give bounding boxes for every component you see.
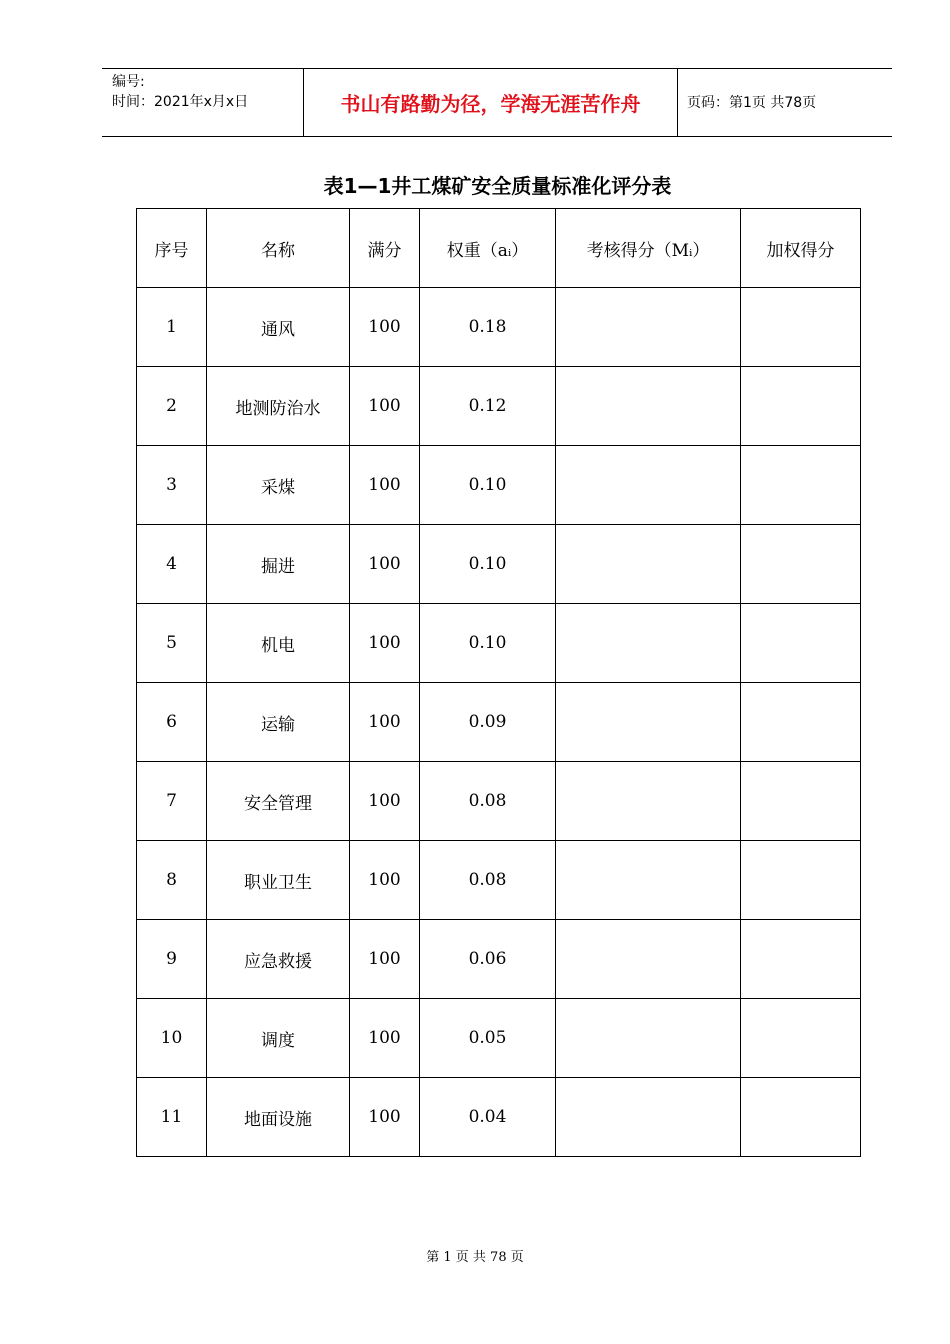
row-name: 掘进 <box>207 525 350 604</box>
table-row <box>137 1078 861 1157</box>
row-index: 1 <box>137 288 207 367</box>
row-full-score: 100 <box>350 288 420 367</box>
scoring-table <box>136 208 861 1157</box>
row-assessed-score-cell <box>556 525 741 604</box>
column-header-name: 名称 <box>207 209 350 288</box>
table-row <box>137 999 861 1078</box>
column-header-index: 序号 <box>137 209 207 288</box>
table-row <box>137 288 861 367</box>
table-row <box>137 920 861 999</box>
document-time-label: 时间：2021年x月x日 <box>112 94 249 110</box>
header-bottom-rule <box>102 136 892 137</box>
row-name: 地测防治水 <box>207 367 350 446</box>
row-weighted-score-cell <box>741 446 861 525</box>
row-name: 安全管理 <box>207 762 350 841</box>
row-full-score: 100 <box>350 841 420 920</box>
row-weighted-score-cell <box>741 999 861 1078</box>
row-full-score: 100 <box>350 762 420 841</box>
row-assessed-score-cell <box>556 446 741 525</box>
row-full-score: 100 <box>350 446 420 525</box>
row-weighted-score-cell <box>741 367 861 446</box>
table-header-row <box>137 209 861 288</box>
row-weight: 0.12 <box>420 367 556 446</box>
row-assessed-score-cell <box>556 367 741 446</box>
row-index: 3 <box>137 446 207 525</box>
row-weight: 0.10 <box>420 446 556 525</box>
row-index: 10 <box>137 999 207 1078</box>
table-row <box>137 762 861 841</box>
row-weight: 0.04 <box>420 1078 556 1157</box>
row-assessed-score-cell <box>556 604 741 683</box>
row-weight: 0.10 <box>420 525 556 604</box>
row-weighted-score-cell <box>741 762 861 841</box>
row-weight: 0.18 <box>420 288 556 367</box>
row-weight: 0.08 <box>420 841 556 920</box>
table-row <box>137 367 861 446</box>
row-index: 2 <box>137 367 207 446</box>
row-weight: 0.06 <box>420 920 556 999</box>
row-assessed-score-cell <box>556 762 741 841</box>
row-name: 采煤 <box>207 446 350 525</box>
column-header-weighted-score: 加权得分 <box>741 209 861 288</box>
row-name: 通风 <box>207 288 350 367</box>
row-full-score: 100 <box>350 683 420 762</box>
page-footer: 第 1 页 共 78 页 <box>426 1250 524 1265</box>
row-assessed-score-cell <box>556 841 741 920</box>
document-code-label: 编号: <box>112 74 145 90</box>
row-index: 5 <box>137 604 207 683</box>
row-weighted-score-cell <box>741 683 861 762</box>
row-index: 6 <box>137 683 207 762</box>
row-weight: 0.09 <box>420 683 556 762</box>
row-name: 地面设施 <box>207 1078 350 1157</box>
row-assessed-score-cell <box>556 999 741 1078</box>
table-row <box>137 604 861 683</box>
column-header-weight: 权重（aᵢ） <box>420 209 556 288</box>
row-index: 9 <box>137 920 207 999</box>
row-full-score: 100 <box>350 1078 420 1157</box>
header-motto: 书山有路勤为径，学海无涯苦作舟 <box>340 91 641 116</box>
row-name: 运输 <box>207 683 350 762</box>
row-full-score: 100 <box>350 367 420 446</box>
header-page-label: 页码：第1页 共78页 <box>687 95 817 111</box>
row-index: 8 <box>137 841 207 920</box>
row-weight: 0.05 <box>420 999 556 1078</box>
header-divider <box>677 68 678 136</box>
row-weight: 0.08 <box>420 762 556 841</box>
row-weighted-score-cell <box>741 604 861 683</box>
row-full-score: 100 <box>350 525 420 604</box>
row-assessed-score-cell <box>556 920 741 999</box>
row-weighted-score-cell <box>741 288 861 367</box>
table-title: 表1—1井工煤矿安全质量标准化评分表 <box>323 174 672 198</box>
row-weight: 0.10 <box>420 604 556 683</box>
row-assessed-score-cell <box>556 288 741 367</box>
row-full-score: 100 <box>350 920 420 999</box>
row-full-score: 100 <box>350 999 420 1078</box>
row-name: 应急救援 <box>207 920 350 999</box>
row-assessed-score-cell <box>556 1078 741 1157</box>
table-row <box>137 683 861 762</box>
row-name: 职业卫生 <box>207 841 350 920</box>
row-name: 机电 <box>207 604 350 683</box>
row-weighted-score-cell <box>741 525 861 604</box>
row-weighted-score-cell <box>741 1078 861 1157</box>
column-header-assessed-score: 考核得分（Mᵢ） <box>556 209 741 288</box>
row-name: 调度 <box>207 999 350 1078</box>
row-index: 4 <box>137 525 207 604</box>
table-row <box>137 446 861 525</box>
row-weighted-score-cell <box>741 841 861 920</box>
row-weighted-score-cell <box>741 920 861 999</box>
table-row <box>137 525 861 604</box>
row-index: 11 <box>137 1078 207 1157</box>
row-index: 7 <box>137 762 207 841</box>
table-row <box>137 841 861 920</box>
header-left-block <box>112 72 248 112</box>
column-header-full-score: 满分 <box>350 209 420 288</box>
row-assessed-score-cell <box>556 683 741 762</box>
row-full-score: 100 <box>350 604 420 683</box>
